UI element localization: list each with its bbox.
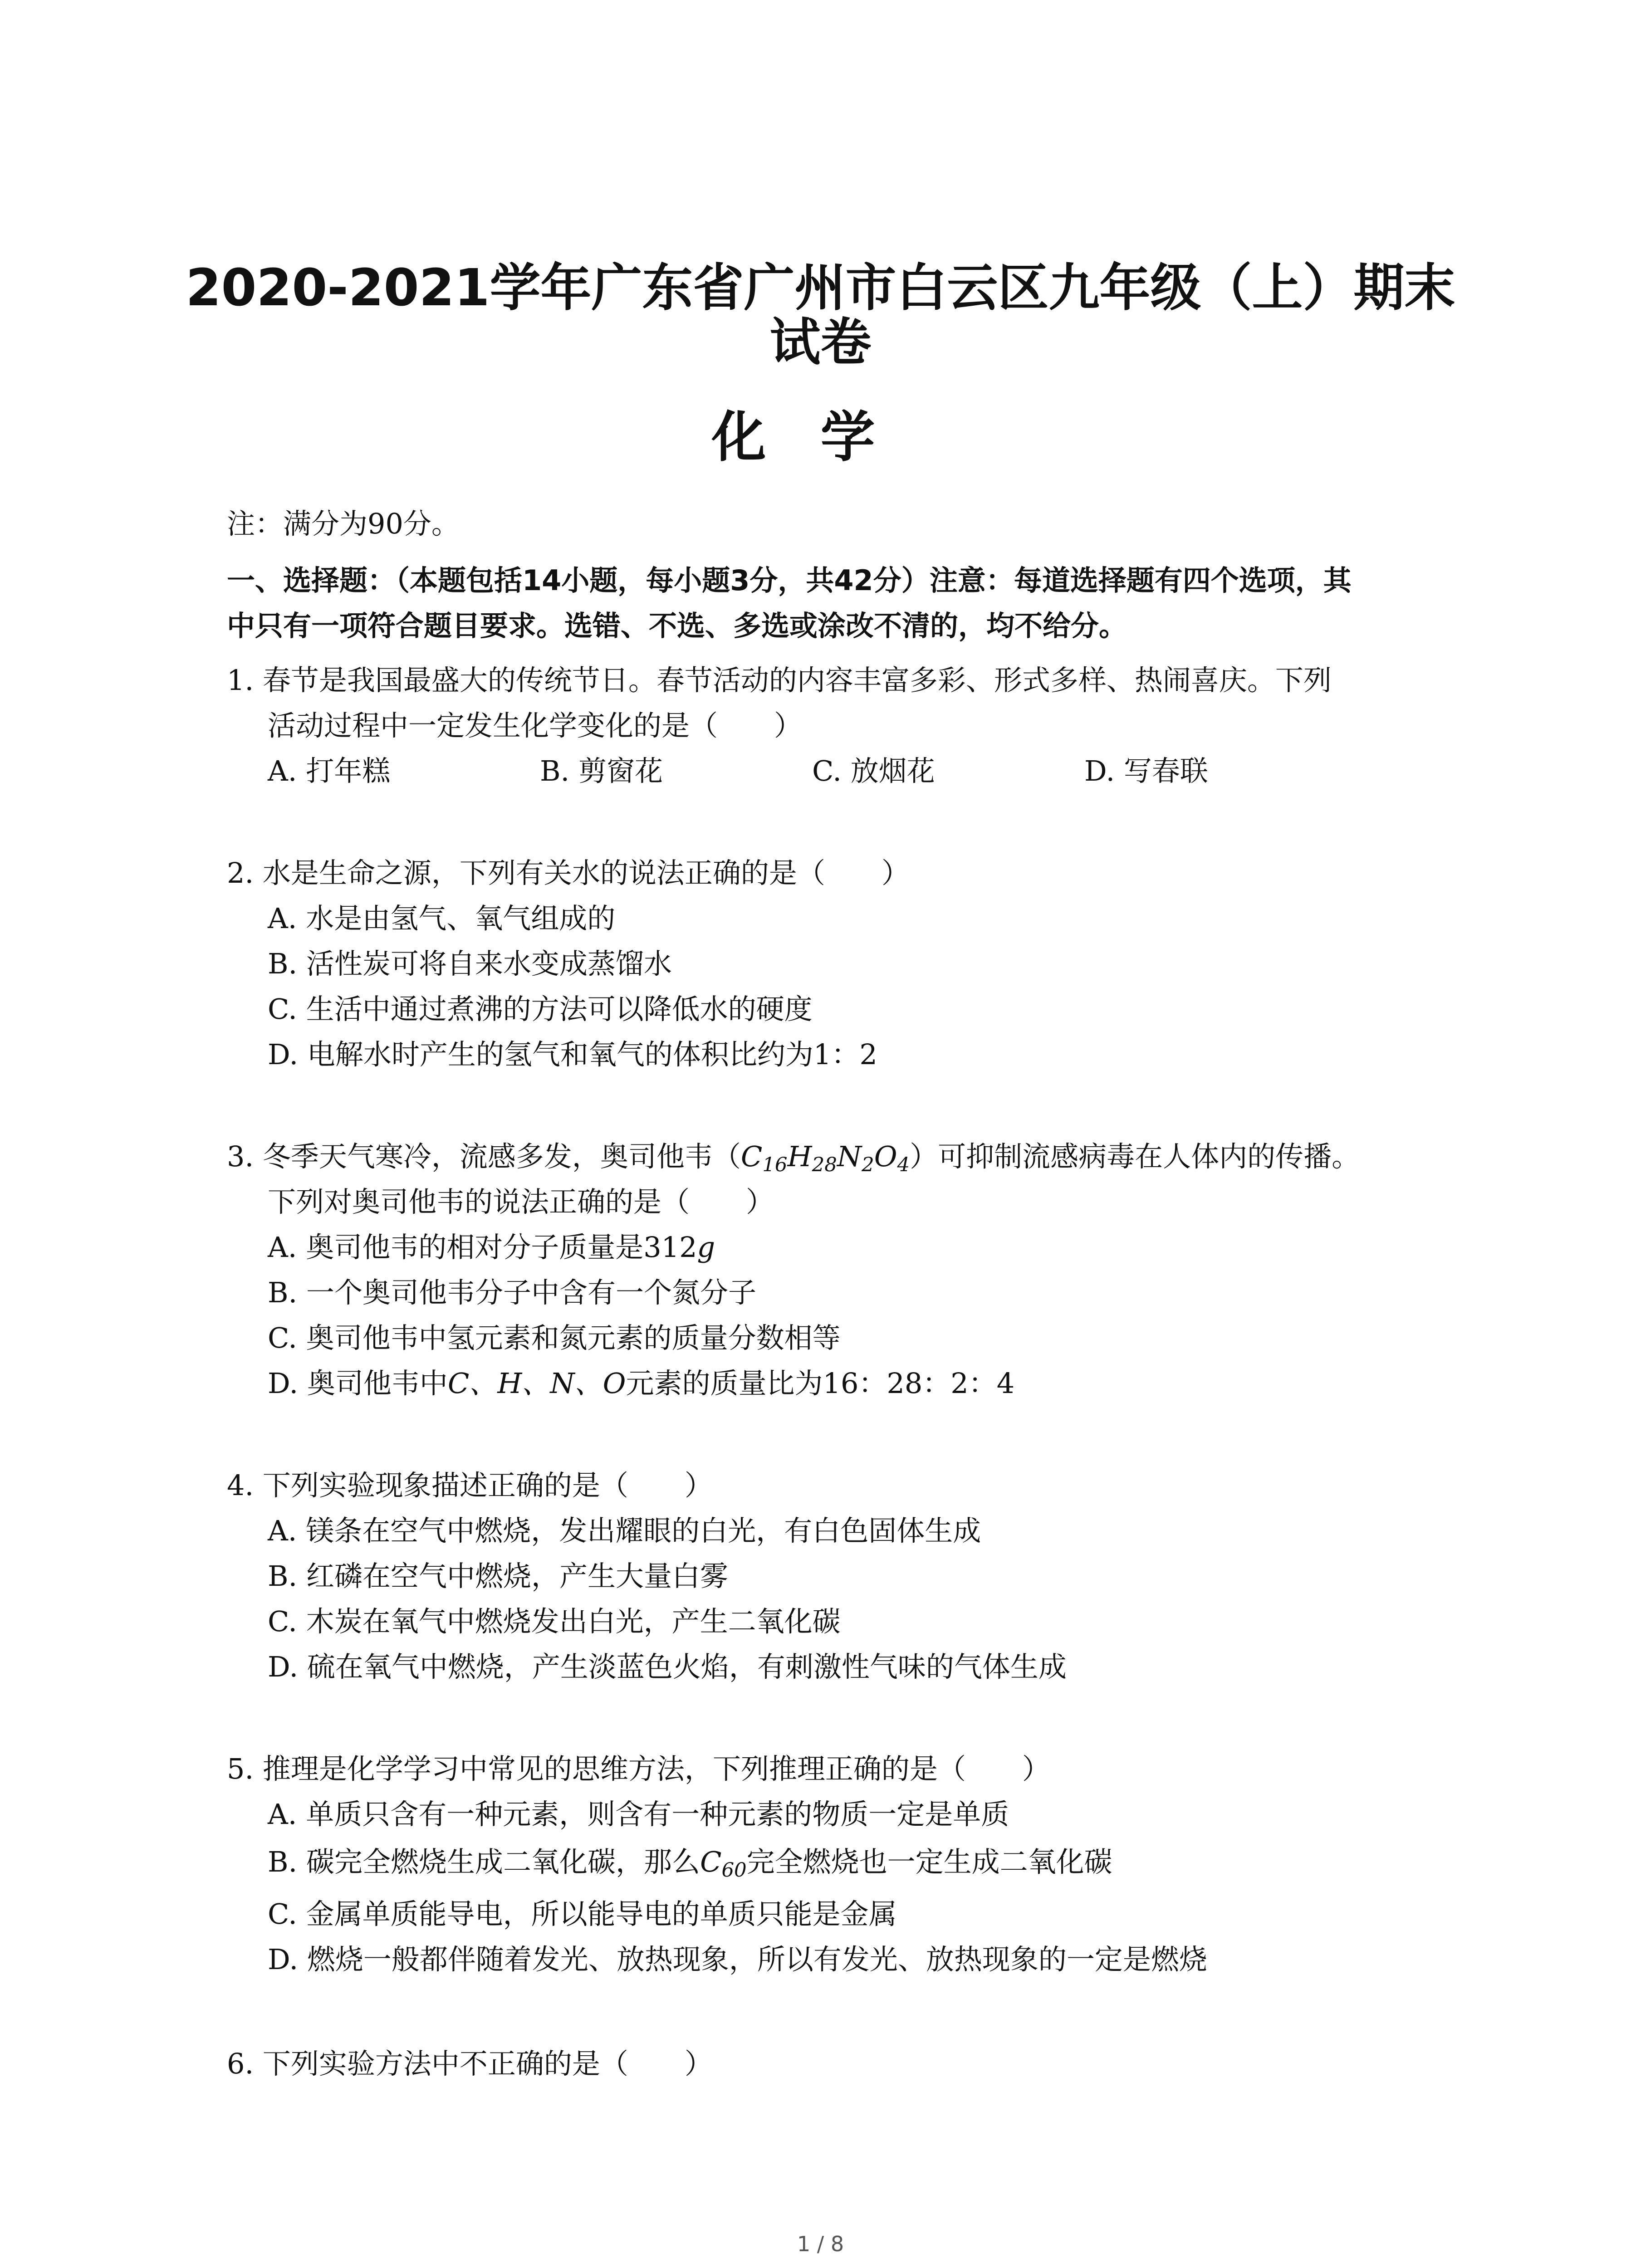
q4-option-d: D. 硫在氧气中燃烧，产生淡蓝色火焰，有刺激性气味的气体生成	[268, 1650, 1067, 1683]
q4-stem: 4. 下列实验现象描述正确的是（ ）	[227, 1469, 713, 1502]
q2-option-a: A. 水是由氢气、氧气组成的	[268, 902, 616, 935]
q5-option-b-post: 完全燃烧也一定生成二氧化碳	[746, 1845, 1112, 1878]
q4-option-a: A. 镁条在空气中燃烧，发出耀眼的白光，有白色固体生成	[268, 1514, 981, 1547]
q4-option-c: C. 木炭在氧气中燃烧发出白光，产生二氧化碳	[268, 1605, 841, 1638]
q3-option-a-text: A. 奥司他韦的相对分子质量是312	[268, 1231, 697, 1264]
formula-h: H	[787, 1140, 812, 1173]
q1-option-c: C. 放烟花	[812, 754, 935, 787]
q1-stem-line2: 活动过程中一定发生化学变化的是（ ）	[268, 709, 803, 742]
q3-option-d-post: 元素的质量比为16：28：2：4	[626, 1367, 1015, 1400]
formula-o: O	[874, 1140, 897, 1173]
q5-option-d: D. 燃烧一般都伴随着发光、放热现象，所以有发光、放热现象的一定是燃烧	[268, 1943, 1207, 1976]
q4-option-b: B. 红磷在空气中燃烧，产生大量白雾	[268, 1559, 728, 1593]
formula-c-sub: 16	[762, 1153, 788, 1176]
q2-stem: 2. 水是生命之源，下列有关水的说法正确的是（ ）	[227, 856, 910, 890]
formula-o-sub: 4	[897, 1153, 910, 1176]
q1-stem-line1: 1. 春节是我国最盛大的传统节日。春节活动的内容丰富多彩、形式多样、热闹喜庆。下列	[227, 664, 1332, 697]
exam-title-line2: 试卷	[769, 313, 872, 372]
q5-option-a: A. 单质只含有一种元素，则含有一种元素的物质一定是单质	[268, 1798, 1009, 1831]
q5-formula-c: C	[700, 1845, 722, 1878]
q1-option-b: B. 剪窗花	[540, 754, 663, 787]
q3-stem-pre: 3. 冬季天气寒冷，流感多发，奥司他韦（	[227, 1140, 741, 1173]
q3-option-c: C. 奥司他韦中氢元素和氮元素的质量分数相等	[268, 1321, 841, 1354]
formula-n-sub: 2	[862, 1153, 874, 1176]
q3-option-a	[268, 1229, 715, 1266]
q6-stem: 6. 下列实验方法中不正确的是（ ）	[227, 2047, 713, 2080]
q3-stem-post: ）可抑制流感病毒在人体内的传播。	[910, 1140, 1360, 1173]
q5-option-b-pre: B. 碳完全燃烧生成二氧化碳，那么	[268, 1845, 700, 1878]
formula-n: N	[837, 1140, 862, 1173]
q3-stem-line2: 下列对奥司他韦的说法正确的是（ ）	[268, 1185, 774, 1218]
formula-c: C	[740, 1140, 763, 1173]
q3-stem-line1	[227, 1139, 1360, 1175]
q1-option-a: A. 打年糕	[268, 754, 391, 787]
q5-formula-c-sub: 60	[721, 1858, 747, 1882]
q2-option-c: C. 生活中通过煮沸的方法可以降低水的硬度	[268, 992, 813, 1026]
section1-instructions-line2: 中只有一项符合题目要求。选错、不选、多选或涂改不清的，均不给分。	[227, 609, 1127, 642]
q3-option-d-elements: C、H、N、O	[447, 1367, 626, 1400]
q1-option-d: D. 写春联	[1084, 754, 1208, 787]
q2-option-d: D. 电解水时产生的氢气和氧气的体积比约为1：2	[268, 1038, 877, 1071]
q5-option-c: C. 金属单质能导电，所以能导电的单质只能是金属	[268, 1897, 897, 1931]
score-note: 注：满分为90分。	[227, 507, 460, 540]
q5-option-b	[268, 1844, 1112, 1880]
exam-title-line1: 2020-2021学年广东省广州市白云区九年级（上）期末	[186, 259, 1455, 318]
subject-heading: 化学	[711, 406, 930, 469]
q2-option-b: B. 活性炭可将自来水变成蒸馏水	[268, 947, 672, 980]
q3-option-b: B. 一个奥司他韦分子中含有一个氮分子	[268, 1276, 756, 1309]
q5-stem: 5. 推理是化学学习中常见的思维方法，下列推理正确的是（ ）	[227, 1752, 1050, 1785]
q3-option-d-pre: D. 奥司他韦中	[268, 1367, 448, 1400]
q3-option-a-unit: g	[697, 1231, 715, 1264]
q1-options	[268, 753, 1447, 789]
formula-h-sub: 28	[812, 1153, 837, 1176]
section1-instructions-line1: 一、选择题：（本题包括14小题，每小题3分，共42分）注意：每道选择题有四个选项，其	[227, 564, 1352, 597]
q3-option-d	[268, 1365, 1014, 1402]
page-number: 1 / 8	[797, 2232, 844, 2256]
